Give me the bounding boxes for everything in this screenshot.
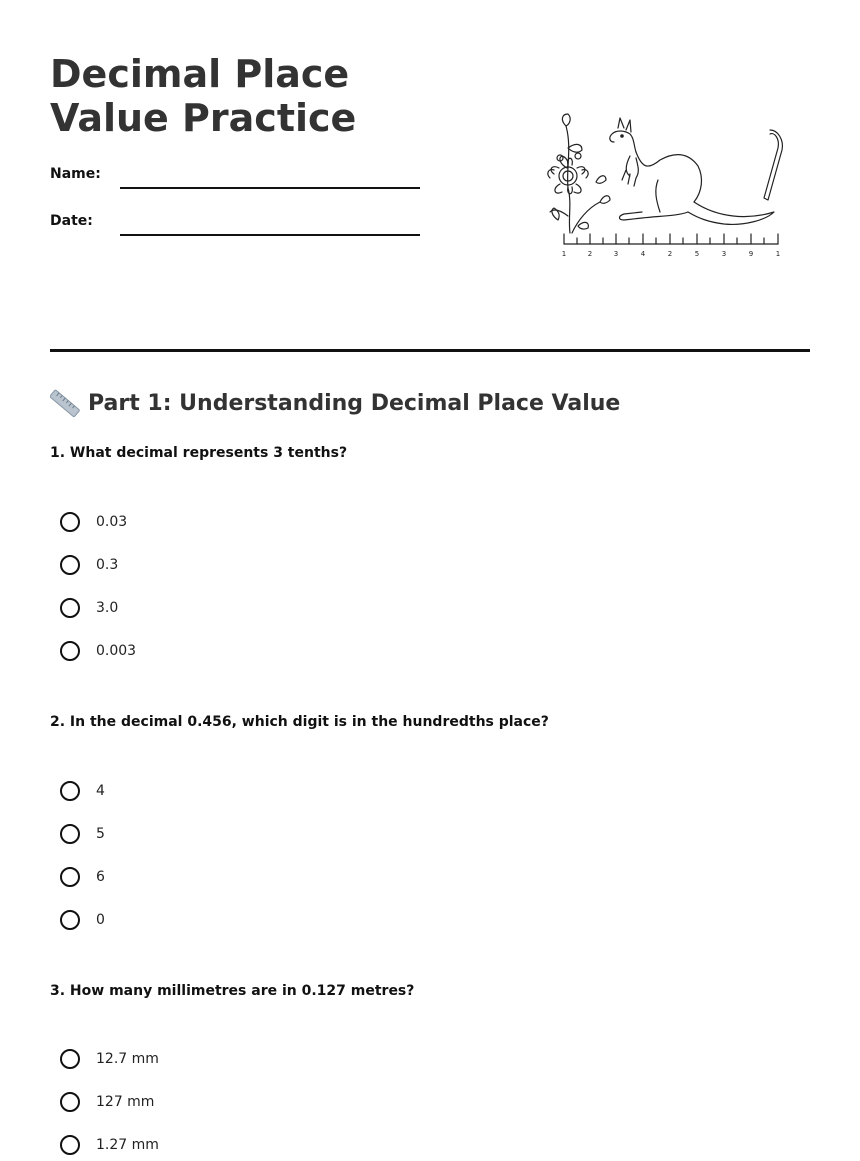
section-divider — [50, 349, 810, 352]
option-label: 0.3 — [96, 557, 119, 573]
date-label: Date: — [50, 213, 93, 229]
radio-button[interactable] — [60, 1092, 80, 1112]
option-label: 6 — [96, 869, 105, 885]
q2-option-a[interactable] — [60, 778, 105, 804]
stick-icon — [764, 130, 782, 200]
radio-button[interactable] — [60, 1049, 80, 1069]
q1-option-c[interactable] — [60, 595, 118, 621]
radio-button[interactable] — [60, 867, 80, 887]
q3-option-c[interactable] — [60, 1132, 159, 1158]
page-title: Decimal Place Value Practice — [50, 52, 357, 140]
option-label: 0.003 — [96, 643, 137, 659]
radio-button[interactable] — [60, 1135, 80, 1155]
flower-icon — [548, 114, 610, 233]
q3-option-a[interactable] — [60, 1046, 159, 1072]
name-input-line[interactable] — [120, 187, 420, 189]
radio-button[interactable] — [60, 824, 80, 844]
part1-heading-text: Part 1: Understanding Decimal Place Value — [88, 390, 621, 416]
q3-option-b[interactable] — [60, 1089, 154, 1115]
ruler-number: 9 — [748, 250, 754, 258]
radio-button[interactable] — [60, 781, 80, 801]
radio-button[interactable] — [60, 555, 80, 575]
option-label: 3.0 — [96, 600, 119, 616]
radio-button[interactable] — [60, 641, 80, 661]
question-3: 3. How many millimetres are in 0.127 metres? — [50, 983, 415, 999]
q1-option-b[interactable] — [60, 552, 118, 578]
ruler-number: 1 — [561, 250, 567, 258]
option-label: 1.27 mm — [96, 1137, 159, 1153]
ruler-icon — [50, 388, 80, 418]
ruler-number: 2 — [587, 250, 593, 258]
q2-option-d[interactable] — [60, 907, 105, 933]
ruler-number: 4 — [640, 250, 646, 258]
part1-heading — [50, 388, 620, 418]
ruler-number: 5 — [694, 250, 700, 258]
radio-button[interactable] — [60, 598, 80, 618]
radio-button[interactable] — [60, 512, 80, 532]
ruler-number: 3 — [613, 250, 619, 258]
question-1: 1. What decimal represents 3 tenths? — [50, 445, 348, 461]
q1-option-d[interactable] — [60, 638, 136, 664]
option-label: 12.7 mm — [96, 1051, 159, 1067]
kangaroo-illustration — [538, 108, 788, 260]
option-label: 4 — [96, 783, 105, 799]
name-label: Name: — [50, 166, 101, 182]
option-label: 0.03 — [96, 514, 128, 530]
question-2: 2. In the decimal 0.456, which digit is in the hundredths place? — [50, 714, 549, 730]
q2-option-c[interactable] — [60, 864, 105, 890]
ruler-number: 1 — [775, 250, 781, 258]
ruler-number: 3 — [721, 250, 727, 258]
kangaroo-icon — [610, 118, 774, 224]
option-label: 127 mm — [96, 1094, 155, 1110]
option-label: 5 — [96, 826, 105, 842]
ruler-number: 2 — [667, 250, 673, 258]
q2-option-b[interactable] — [60, 821, 105, 847]
option-label: 0 — [96, 912, 105, 928]
q1-option-a[interactable] — [60, 509, 127, 535]
ruler-illustration — [564, 234, 778, 244]
radio-button[interactable] — [60, 910, 80, 930]
date-input-line[interactable] — [120, 234, 420, 236]
